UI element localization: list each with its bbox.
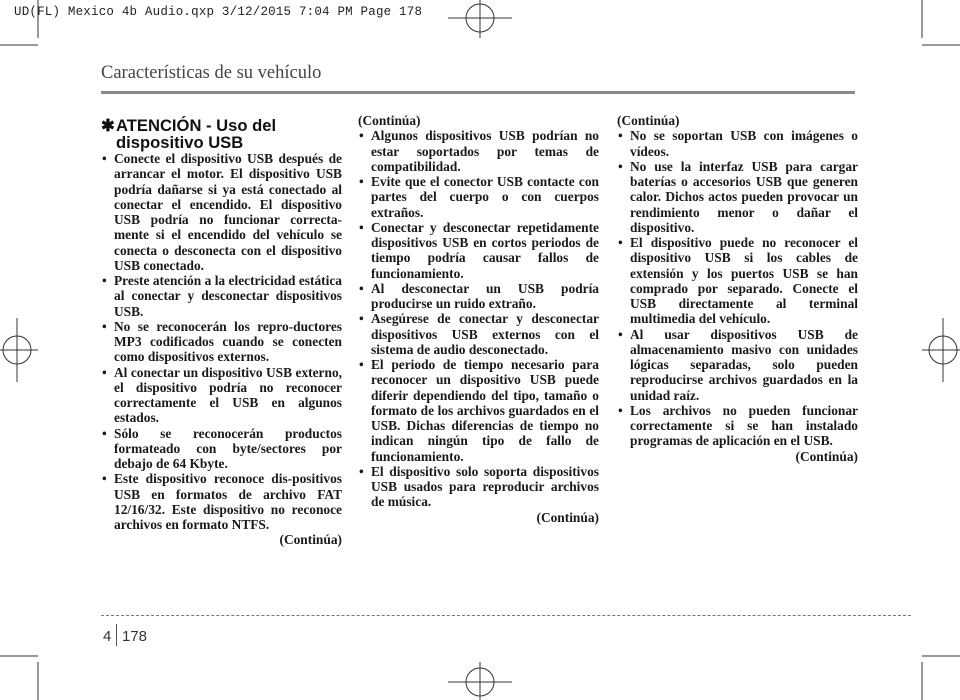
list-item: • Conectar y desconectar repetidamente dispositivos USB en cortos periodos de tiempo podría causar fallos de funcionamiento. xyxy=(359,219,599,281)
col3-list xyxy=(617,128,858,448)
list-item: • Evite que el conector USB contacte con partes del cuerpo o con cuerpos extraños. xyxy=(359,174,599,220)
col1-list xyxy=(101,151,342,532)
header-rule xyxy=(101,91,855,94)
list-item: • Conecte el dispositivo USB después de arrancar el motor. El dispositivo USB podría dañarse si ya está conectado al conectar el encendido. El dispositivo USB podría no funcionar correcta-mente si el encendido del vehículo se conecta o desconecta con el dispositivo USB conectado. xyxy=(102,151,342,273)
column-1 xyxy=(101,113,342,548)
print-slug: UD(FL) Mexico 4b Audio.qxp 3/12/2015 7:04 PM Page 178 xyxy=(14,5,423,19)
list-item: • El dispositivo puede no reconocer el dispositivo USB si los cables de extensión y los puertos USB se han comprado por separado. Conecte el USB directamente al terminal multimedia del vehículo. xyxy=(618,235,858,327)
column-2 xyxy=(358,113,599,525)
continued-label: (Continúa) xyxy=(358,113,421,128)
bullet: • xyxy=(102,318,107,334)
bullet: • xyxy=(359,174,364,189)
bullet: • xyxy=(359,357,364,372)
continues-label: (Continúa) xyxy=(536,509,599,525)
list-item: • El periodo de tiempo necesario para reconocer un dispositivo USB puede diferir dependiendo del tipo, tamaño o formato de los archivos guardados en el USB. Dichas diferencias de tiempo no indican ningún tipo de fallo de funcionamiento. xyxy=(359,357,599,464)
bullet: • xyxy=(359,463,364,479)
list-item: • Al usar dispositivos USB de almacenamiento masivo con unidades lógicas separadas, solo pueden reproducirse archivos guardados en la unidad raíz. xyxy=(618,326,858,403)
list-item: • Al conectar un dispositivo USB externo, el dispositivo podría no reconocer correctamente el USB en algunos estados. xyxy=(102,364,342,426)
bullet: • xyxy=(359,311,364,327)
bullet: • xyxy=(618,128,623,144)
continued-label: (Continúa) xyxy=(617,113,680,128)
col2-list xyxy=(358,128,599,509)
heading-line-1: ATENCIÓN - Uso del xyxy=(116,116,277,135)
bullet: • xyxy=(618,326,623,342)
list-item: • Los archivos no pueden funcionar correctamente si se han instalado programas de aplicación en el USB. xyxy=(618,402,858,449)
list-item: • No use la interfaz USB para cargar baterías o accesorios USB que generen calor. Dichos actos pueden provocar un rendimiento menor o dañar el dispositivo. xyxy=(618,158,858,235)
continues-label: (Continúa) xyxy=(279,532,342,548)
bullet: • xyxy=(618,402,623,418)
heading-line-2: dispositivo USB xyxy=(116,133,244,152)
page-header-title: Características de su vehículo xyxy=(101,63,322,83)
list-item: • No se soportan USB con imágenes o vídeos. xyxy=(618,128,858,159)
list-item: • El dispositivo solo soporta dispositivos USB usados para reproducir archivos de música. xyxy=(359,463,599,510)
bullet: • xyxy=(102,151,107,166)
bullet: • xyxy=(102,273,107,288)
bullet: • xyxy=(359,280,364,296)
list-item: • Asegúrese de conectar y desconectar dispositivos USB externos con el sistema de audio desconectado. xyxy=(359,311,599,357)
chapter-number: 4 xyxy=(103,628,112,645)
bullet: • xyxy=(359,128,364,144)
page-number-divider xyxy=(116,624,117,646)
bullet: • xyxy=(102,364,107,380)
list-item: • Al desconectar un USB podría producirse un ruido extraño. xyxy=(359,280,599,311)
list-item: • Este dispositivo reconoce dis-positivos USB en formatos de archivo FAT 12/16/32. Este dispositivo no reconoce archivos en formato NTFS. xyxy=(102,471,342,532)
bullet: • xyxy=(102,425,107,441)
list-item: • No se reconocerán los repro-ductores MP3 codificados cuando se conecten como dispositivos externos. xyxy=(102,318,342,365)
footer-rule xyxy=(101,615,911,616)
list-item: • Sólo se reconocerán productos formateado con byte/sectores por debajo de 64 Kbyte. xyxy=(102,425,342,471)
bullet: • xyxy=(618,158,623,174)
column-3 xyxy=(617,113,858,464)
page-number: 178 xyxy=(122,628,148,645)
list-item: • Algunos dispositivos USB podrían no estar soportados por temas de compatibilidad. xyxy=(359,128,599,174)
bullet: • xyxy=(359,219,364,235)
list-item: • Preste atención a la electricidad estática al conectar y desconectar dispositivos USB. xyxy=(102,273,342,319)
continues-label: (Continúa) xyxy=(795,448,858,464)
caution-star-icon: ✱ xyxy=(101,116,115,135)
bullet: • xyxy=(102,471,107,487)
caution-heading xyxy=(101,117,342,151)
bullet: • xyxy=(618,235,623,250)
